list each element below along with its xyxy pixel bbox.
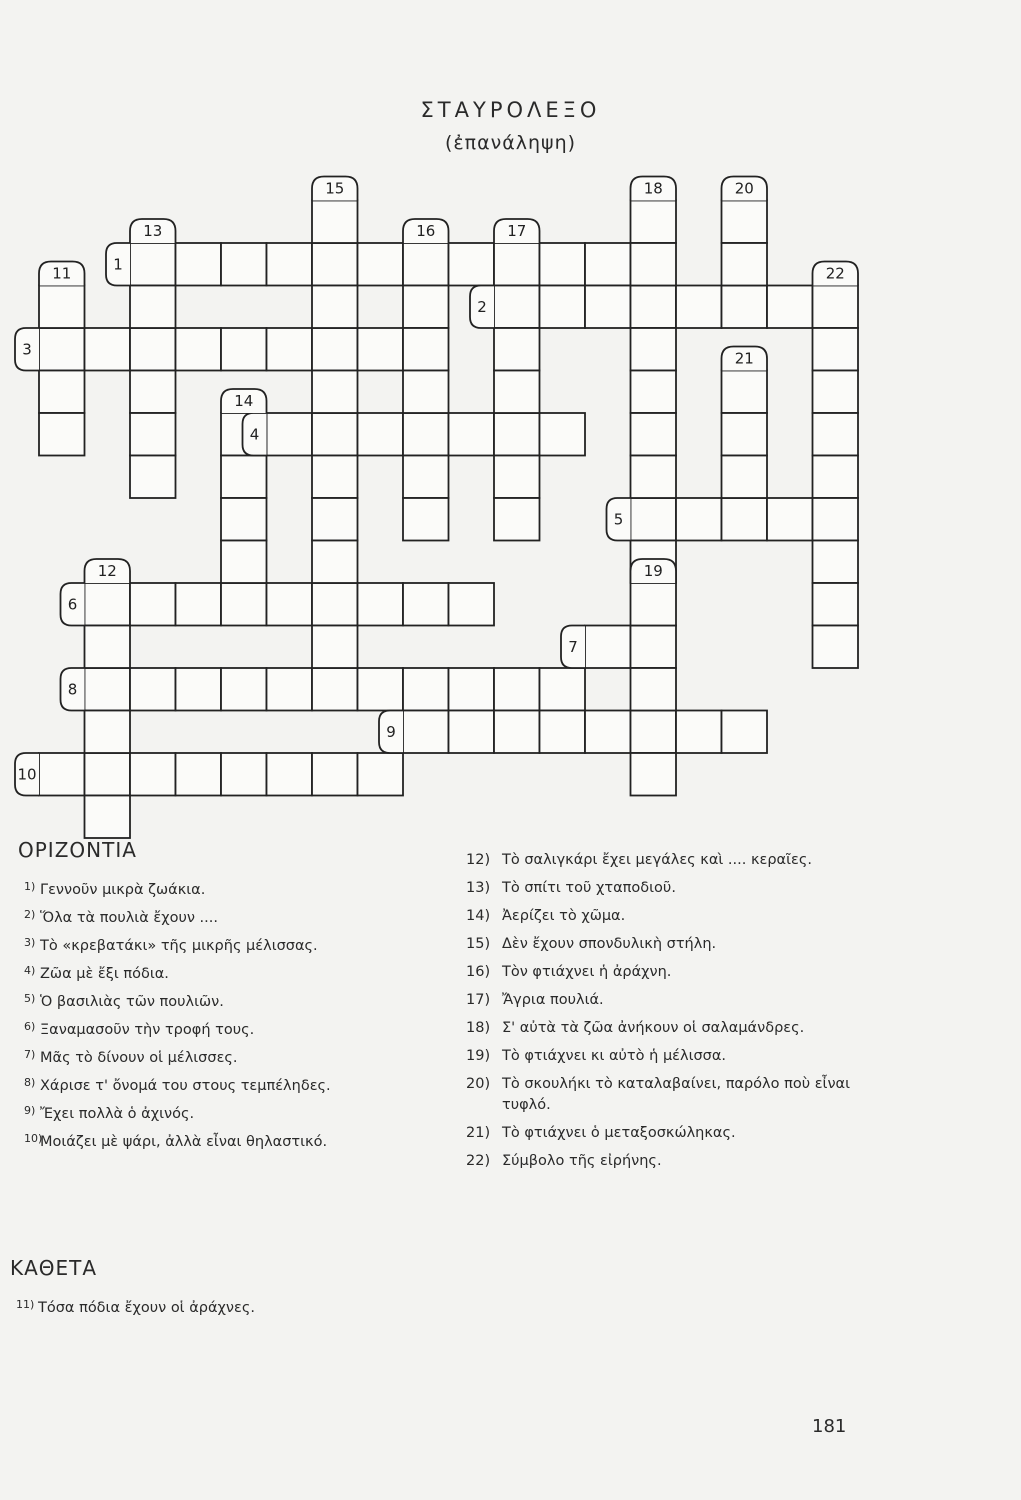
- crossword-cell[interactable]: [494, 328, 540, 371]
- crossword-cell[interactable]: [722, 286, 768, 329]
- crossword-cells: [39, 201, 858, 839]
- clue-number: 4): [24, 964, 36, 977]
- clue-number: 16): [466, 964, 491, 980]
- clue-number-tab: [722, 347, 768, 371]
- crossword-cell[interactable]: [813, 456, 859, 499]
- crossword-cell[interactable]: [312, 201, 358, 244]
- crossword-cell[interactable]: [540, 711, 586, 754]
- clue-number: 18): [466, 1020, 491, 1036]
- crossword-cell[interactable]: [403, 711, 449, 754]
- crossword-cell[interactable]: [449, 668, 495, 711]
- crossword-cell[interactable]: [130, 583, 176, 626]
- clue-number-label: 19: [643, 562, 663, 580]
- across-clue: [24, 1020, 419, 1041]
- clue-number: 5): [24, 992, 36, 1005]
- clue-number-label: 5: [613, 510, 624, 529]
- crossword-cell[interactable]: [722, 201, 768, 244]
- crossword-cell[interactable]: [130, 371, 176, 414]
- crossword-cell[interactable]: [494, 371, 540, 414]
- crossword-cell[interactable]: [358, 243, 404, 286]
- across-heading: ΟΡΙΖΟΝΤΙΑ: [18, 838, 137, 862]
- crossword-cell[interactable]: [312, 668, 358, 711]
- clue-number-tab: [61, 583, 85, 626]
- crossword-cell[interactable]: [585, 243, 631, 286]
- crossword-cell[interactable]: [221, 243, 267, 286]
- crossword-cell[interactable]: [39, 413, 85, 456]
- crossword-cell[interactable]: [631, 413, 677, 456]
- clue-number-tab: [243, 413, 267, 456]
- clue-number: 14): [466, 908, 491, 924]
- crossword-cell[interactable]: [221, 456, 267, 499]
- crossword-cell[interactable]: [631, 668, 677, 711]
- clue-number-label: 15: [325, 179, 345, 198]
- clue-number: 11): [16, 1298, 35, 1311]
- crossword-cell[interactable]: [312, 498, 358, 541]
- down-clue: [466, 1123, 876, 1144]
- crossword-cell[interactable]: [494, 286, 540, 329]
- crossword-cell[interactable]: [676, 498, 722, 541]
- crossword-cell[interactable]: [403, 456, 449, 499]
- crossword-cell[interactable]: [312, 243, 358, 286]
- clue-number-label: 1: [113, 255, 123, 274]
- crossword-cell[interactable]: [449, 711, 495, 754]
- clue-number-label: 12: [97, 562, 117, 580]
- crossword-cell[interactable]: [813, 286, 859, 329]
- clue-number-tab: [39, 262, 85, 286]
- crossword-cell[interactable]: [358, 413, 404, 456]
- clue-text: Μοιάζει μὲ ψάρι, ἀλλὰ εἶναι θηλαστικό.: [40, 1134, 328, 1150]
- crossword-cell[interactable]: [312, 286, 358, 329]
- clue-text: Ἀερίζει τὸ χῶμα.: [502, 908, 626, 924]
- clue-number: 6): [24, 1020, 36, 1033]
- crossword-cell[interactable]: [358, 328, 404, 371]
- crossword-cell[interactable]: [494, 243, 540, 286]
- clue-number-label: 13: [143, 222, 163, 240]
- crossword-cell[interactable]: [130, 413, 176, 456]
- crossword-cell[interactable]: [312, 753, 358, 796]
- clue-number-tab: [221, 389, 267, 413]
- crossword-cell[interactable]: [767, 498, 813, 541]
- across-clue: [24, 1048, 419, 1069]
- crossword-cell[interactable]: [85, 668, 131, 711]
- crossword-cell[interactable]: [221, 541, 267, 584]
- clue-text: Τὸ φτιάχνει κι αὐτὸ ἡ μέλισσα.: [502, 1048, 727, 1064]
- crossword-cell[interactable]: [221, 328, 267, 371]
- crossword-cell[interactable]: [813, 498, 859, 541]
- crossword-cell[interactable]: [312, 626, 358, 669]
- crossword-cell[interactable]: [403, 371, 449, 414]
- clue-text: Τὸ σπίτι τοῦ χταποδιοῦ.: [502, 880, 676, 896]
- clue-number: 12): [466, 852, 491, 868]
- crossword-cell[interactable]: [722, 371, 768, 414]
- crossword-cell[interactable]: [631, 456, 677, 499]
- crossword-cell[interactable]: [403, 413, 449, 456]
- crossword-cell[interactable]: [221, 668, 267, 711]
- crossword-cell[interactable]: [540, 668, 586, 711]
- clue-number-tab: [85, 559, 131, 583]
- crossword-cell[interactable]: [676, 286, 722, 329]
- crossword-cell[interactable]: [176, 583, 222, 626]
- clue-number-label: 21: [734, 349, 754, 368]
- across-clue: [24, 908, 419, 929]
- clue-number-tab: [813, 262, 859, 286]
- clue-number-tab: [631, 559, 677, 583]
- clue-number: 21): [466, 1125, 491, 1141]
- clue-text: Ἔχει πολλὰ ὁ ἀχινός.: [40, 1106, 195, 1122]
- clue-number-label: 22: [825, 264, 845, 283]
- clue-number: 19): [466, 1048, 491, 1064]
- down-clue-list-left: [16, 1298, 416, 1326]
- clue-number-label: 14: [234, 392, 254, 410]
- crossword-cell[interactable]: [130, 753, 176, 796]
- down-clue: [466, 906, 876, 927]
- clue-number-tab: [722, 177, 768, 201]
- crossword-cell[interactable]: [403, 583, 449, 626]
- clue-text: Ἄγρια πουλιά.: [502, 992, 604, 1008]
- down-clue: [466, 1018, 876, 1039]
- down-clue: [16, 1298, 416, 1319]
- across-clue: [24, 1104, 419, 1125]
- down-clue: [466, 1151, 876, 1172]
- crossword-cell[interactable]: [722, 413, 768, 456]
- crossword-cell[interactable]: [403, 243, 449, 286]
- clue-number: 22): [466, 1153, 491, 1169]
- crossword-cell[interactable]: [585, 626, 631, 669]
- crossword-cell[interactable]: [358, 668, 404, 711]
- crossword-cell[interactable]: [540, 286, 586, 329]
- clue-number-label: 8: [67, 680, 78, 699]
- crossword-cell[interactable]: [221, 753, 267, 796]
- crossword-cell[interactable]: [813, 328, 859, 371]
- clue-number-label: 10: [17, 765, 37, 784]
- down-heading: ΚΑΘΕΤΑ: [10, 1256, 98, 1280]
- crossword-cell[interactable]: [312, 541, 358, 584]
- crossword-cell[interactable]: [85, 753, 131, 796]
- clue-number-label: 4: [249, 425, 260, 444]
- crossword-cell[interactable]: [813, 413, 859, 456]
- crossword-cell[interactable]: [312, 456, 358, 499]
- down-clue: [466, 962, 876, 983]
- clue-number-tab: [130, 219, 176, 243]
- crossword-cell[interactable]: [494, 668, 540, 711]
- crossword-cell[interactable]: [85, 711, 131, 754]
- crossword-cell[interactable]: [176, 243, 222, 286]
- clue-text: Σύμβολο τῆς εἰρήνης.: [502, 1153, 662, 1169]
- crossword-cell[interactable]: [494, 413, 540, 456]
- crossword-cell[interactable]: [85, 796, 131, 839]
- clue-number-tab: [470, 286, 494, 329]
- across-clue: [24, 880, 419, 901]
- down-clue: [466, 934, 876, 955]
- clue-number-tab: [403, 219, 449, 243]
- clue-number-tab: [15, 328, 39, 371]
- down-clue: [466, 850, 876, 871]
- clue-number-label: 16: [416, 222, 436, 240]
- clue-number-tab: [631, 177, 677, 201]
- clue-number-label: 20: [734, 179, 754, 198]
- across-clue: [24, 992, 419, 1013]
- puzzle-subtitle: (ἐπανάληψη): [444, 132, 577, 154]
- clue-number-label: 3: [22, 340, 32, 359]
- clue-number-label: 6: [67, 595, 78, 614]
- crossword-cell[interactable]: [267, 583, 313, 626]
- crossword-cell[interactable]: [312, 583, 358, 626]
- down-clue: [466, 878, 876, 899]
- crossword-cell[interactable]: [813, 626, 859, 669]
- clue-number: 13): [466, 880, 491, 896]
- clue-text: Ὁ βασιλιὰς τῶν πουλιῶν.: [40, 994, 224, 1010]
- clue-number-tab: [312, 177, 358, 201]
- crossword-cell[interactable]: [130, 243, 176, 286]
- clue-number: 9): [24, 1104, 36, 1117]
- across-clue: [24, 1076, 419, 1097]
- clue-text: Δὲν ἔχουν σπονδυλικὴ στήλη.: [502, 936, 717, 952]
- crossword-cell[interactable]: [358, 583, 404, 626]
- crossword-cell[interactable]: [631, 328, 677, 371]
- crossword-cell[interactable]: [358, 753, 404, 796]
- clue-number: 8): [24, 1076, 36, 1089]
- clue-text: Τὸ σαλιγκάρι ἔχει μεγάλες καὶ .... κεραῖες.: [502, 852, 812, 868]
- crossword-cell[interactable]: [722, 711, 768, 754]
- clue-text: Ὅλα τὰ πουλιὰ ἔχουν ....: [40, 910, 218, 926]
- crossword-cell[interactable]: [403, 286, 449, 329]
- clue-number: 15): [466, 936, 491, 952]
- across-clue: [24, 936, 419, 957]
- crossword-cell[interactable]: [403, 328, 449, 371]
- clue-number: 10): [24, 1132, 43, 1145]
- crossword-cell[interactable]: [312, 328, 358, 371]
- crossword-cell[interactable]: [130, 286, 176, 329]
- clue-text: Μᾶς τὸ δίνουν οἱ μέλισσες.: [40, 1050, 238, 1066]
- clue-text: Τὸ «κρεβατάκι» τῆς μικρῆς μέλισσας.: [40, 938, 318, 954]
- crossword-cell[interactable]: [494, 456, 540, 499]
- clue-text: Χάρισε τ' ὄνομά του στους τεμπέληδες.: [40, 1078, 331, 1094]
- crossword-cell[interactable]: [449, 583, 495, 626]
- crossword-cell[interactable]: [722, 243, 768, 286]
- crossword-cell[interactable]: [767, 286, 813, 329]
- crossword-cell[interactable]: [403, 498, 449, 541]
- crossword-cell[interactable]: [540, 413, 586, 456]
- crossword-cell[interactable]: [39, 328, 85, 371]
- clue-text: Γεννοῦν μικρὰ ζωάκια.: [40, 882, 206, 898]
- crossword-cell[interactable]: [130, 456, 176, 499]
- down-clue: [466, 1074, 876, 1116]
- clue-text: Σ' αὐτὰ τὰ ζῶα ἀνήκουν οἱ σαλαμάνδρες.: [502, 1020, 805, 1036]
- crossword-cell[interactable]: [722, 498, 768, 541]
- crossword-cell[interactable]: [312, 413, 358, 456]
- crossword-cell[interactable]: [403, 668, 449, 711]
- clue-number-tab: [379, 711, 403, 754]
- crossword-cell[interactable]: [267, 243, 313, 286]
- clue-number-tab: [607, 498, 631, 541]
- crossword-cell[interactable]: [494, 711, 540, 754]
- clue-number-tab: [61, 668, 85, 711]
- clue-number-tab: [561, 626, 585, 669]
- crossword-cell[interactable]: [312, 371, 358, 414]
- crossword-cell[interactable]: [176, 668, 222, 711]
- across-clue: [24, 964, 419, 985]
- crossword-cell[interactable]: [494, 498, 540, 541]
- clue-number-tab: [106, 243, 130, 286]
- crossword-cell[interactable]: [267, 413, 313, 456]
- crossword-cell[interactable]: [631, 243, 677, 286]
- crossword-cell[interactable]: [676, 711, 722, 754]
- clue-number-tab: [494, 219, 540, 243]
- clue-number-label: 11: [52, 264, 72, 283]
- crossword-cell[interactable]: [813, 371, 859, 414]
- clue-number: 2): [24, 908, 36, 921]
- crossword-cell[interactable]: [631, 201, 677, 244]
- crossword-cell[interactable]: [813, 583, 859, 626]
- crossword-cell[interactable]: [39, 371, 85, 414]
- crossword-cell[interactable]: [631, 711, 677, 754]
- crossword-cell[interactable]: [540, 243, 586, 286]
- crossword-cell[interactable]: [221, 583, 267, 626]
- crossword-cell[interactable]: [267, 668, 313, 711]
- crossword-cell[interactable]: [631, 371, 677, 414]
- clue-text: Ζῶα μὲ ἔξι πόδια.: [40, 966, 169, 982]
- crossword-cell[interactable]: [631, 286, 677, 329]
- clue-number-label: 18: [643, 179, 663, 198]
- clue-number-label: 2: [477, 297, 487, 316]
- crossword-cell[interactable]: [39, 753, 85, 796]
- crossword-cell[interactable]: [631, 583, 677, 626]
- crossword-cell[interactable]: [267, 328, 313, 371]
- clue-text: Τὸ φτιάχνει ὁ μεταξοσκώληκας.: [502, 1125, 736, 1141]
- across-clue: [24, 1132, 419, 1153]
- down-clue: [466, 1046, 876, 1067]
- clue-number: 20): [466, 1076, 491, 1092]
- crossword-cell[interactable]: [85, 626, 131, 669]
- clue-number: 3): [24, 936, 36, 949]
- crossword-cell[interactable]: [722, 456, 768, 499]
- clue-number-tab: [15, 753, 39, 796]
- page-number: 181: [812, 1416, 847, 1437]
- crossword-cell[interactable]: [449, 413, 495, 456]
- clue-number: 17): [466, 992, 491, 1008]
- crossword-cell[interactable]: [176, 328, 222, 371]
- crossword-cell[interactable]: [813, 541, 859, 584]
- clue-text: Τόσα πόδια ἔχουν οἱ ἀράχνες.: [38, 1300, 255, 1316]
- clue-number: 1): [24, 880, 36, 893]
- crossword-cell[interactable]: [130, 328, 176, 371]
- crossword-cell[interactable]: [85, 583, 131, 626]
- crossword-cell[interactable]: [631, 498, 677, 541]
- crossword-cell[interactable]: [631, 753, 677, 796]
- clue-text: Τὸν φτιάχνει ἡ ἀράχνη.: [502, 964, 672, 980]
- crossword-cell[interactable]: [631, 626, 677, 669]
- puzzle-title: ΣΤΑΥΡΟΛΕΞΟ: [420, 98, 601, 122]
- crossword-cell[interactable]: [585, 711, 631, 754]
- crossword-cell[interactable]: [267, 753, 313, 796]
- crossword-cell[interactable]: [85, 328, 131, 371]
- crossword-cell[interactable]: [221, 498, 267, 541]
- clue-text: Τὸ σκουλήκι τὸ καταλαβαίνει, παρόλο ποὺ εἶναι τυφλό.: [502, 1076, 851, 1113]
- crossword-cell[interactable]: [176, 753, 222, 796]
- crossword-cell[interactable]: [585, 286, 631, 329]
- clue-number-label: 17: [507, 222, 527, 240]
- down-clue: [466, 990, 876, 1011]
- down-clue-list-right: [466, 850, 876, 1179]
- crossword-cell[interactable]: [130, 668, 176, 711]
- clue-number-label: 9: [386, 722, 396, 741]
- across-clue-list: [24, 880, 419, 1160]
- clue-text: Ξαναμασοῦν τὴν τροφή τους.: [40, 1022, 255, 1038]
- crossword-cell[interactable]: [39, 286, 85, 329]
- clue-number-label: 7: [568, 637, 578, 656]
- crossword-cell[interactable]: [449, 243, 495, 286]
- clue-number: 7): [24, 1048, 36, 1061]
